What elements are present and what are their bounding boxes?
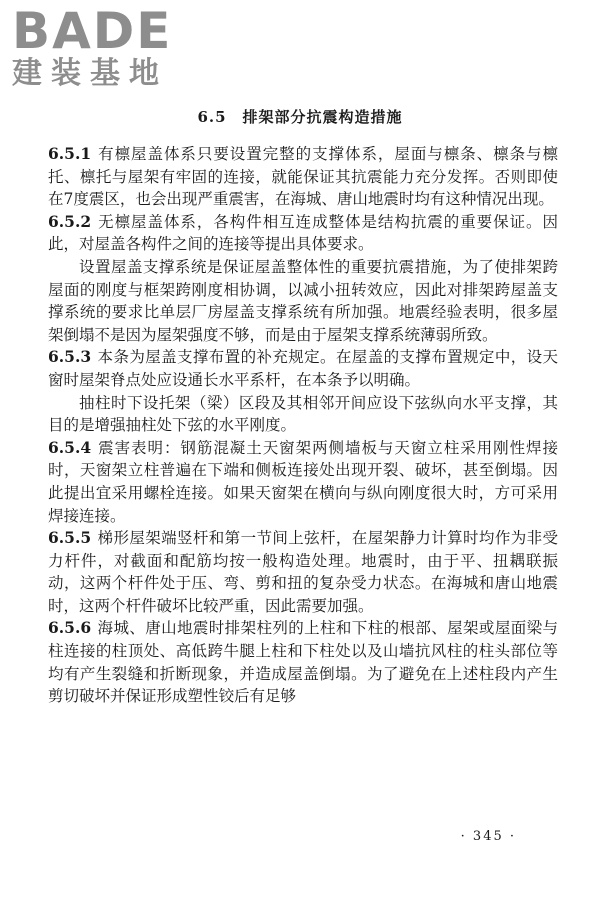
clause-6-5-5: [48, 527, 558, 617]
clause-6-5-3-continuation: [48, 392, 558, 437]
clause-text: 海城、唐山地震时排架柱列的上柱和下柱的根部、屋架或屋面梁与柱连接的柱顶处、高低跨牛腿上柱和下柱处以及山墙抗风柱的柱头部位等均有产生裂缝和折断现象，并造成屋盖倒塌。为了避免在上述柱段内产生剪切破坏并保证形成塑性铰后有足够: [48, 619, 558, 706]
clause-text: 设置屋盖支撑系统是保证屋盖整体性的重要抗震措施，为了使排架跨屋面的刚度与框架跨刚度相协调，以减小扭转效应，因此对排架跨屋盖支撑系统的要求比单层厂房屋盖支撑系统有所加强。地震经验表明，很多屋架倒塌不是因为屋架强度不够，而是由于屋架支撑系统薄弱所致。: [48, 257, 558, 344]
clause-text: 梯形屋架端竖杆和第一节间上弦杆，在屋架静力计算时均作为非受力杆件，对截面和配筋均按一般构造处理。地震时，由于平、扭耦联振动，这两个杆件处于压、弯、剪和扭的复杂受力状态。在海城和唐山地震时，这两个杆件破坏比较严重，因此需要加强。: [48, 529, 558, 615]
watermark-logo: [12, 2, 182, 91]
clause-number: 6.5.4: [48, 437, 92, 457]
page-number: · 345 ·: [460, 829, 516, 844]
clause-6-5-4: [48, 437, 558, 527]
clause-text: 有檩屋盖体系只要设置完整的支撑体系，屋面与檩条、檩条与檩托、檩托与屋架有牢固的连接，就能保证其抗震能力充分发挥。否则即使在7度震区，也会出现严重震害，在海城、唐山地震时均有这种情况出现。: [48, 145, 558, 209]
clause-6-5-3: [48, 346, 558, 391]
clause-6-5-1: [48, 143, 558, 211]
clause-number: 6.5.2: [48, 211, 92, 231]
section-title: 6.5 排架部分抗震构造措施: [197, 108, 403, 126]
clause-6-5-2-continuation: [48, 256, 558, 346]
clause-number: 6.5.5: [48, 528, 92, 548]
clause-6-5-6: [48, 617, 558, 707]
clause-text: 抽柱时下设托架（梁）区段及其相邻开间应设下弦纵向水平支撑，其目的是增强抽柱处下弦的水平刚度。: [48, 393, 558, 435]
watermark-logo-text: BADE: [12, 2, 173, 60]
clause-text: 震害表明：钢筋混凝土天窗架两侧墙板与天窗立柱采用刚性焊接时，天窗架立柱普遍在下端和侧板连接处出现开裂、破坏，甚至倒塌。因此提出宜采用螺栓连接。如果天窗架在横向与纵向刚度很大时，方可采用焊接连接。: [48, 438, 558, 525]
clause-6-5-2: [48, 211, 558, 256]
clause-number: 6.5.6: [48, 618, 92, 638]
clause-number: 6.5.1: [48, 144, 92, 163]
watermark-subtitle: 建装基地: [12, 56, 168, 91]
clause-number: 6.5.3: [48, 347, 92, 367]
clause-text: 本条为屋盖支撑布置的补充规定。在屋盖的支撑布置规定中，设天窗时屋架脊点处应设通长水平系杆，在本条予以明确。: [48, 348, 558, 389]
page-body: [48, 143, 558, 708]
clause-text: 无檩屋盖体系，各构件相互连成整体是结构抗震的重要保证。因此，对屋盖各构件之间的连接等提出具体要求。: [48, 212, 558, 254]
